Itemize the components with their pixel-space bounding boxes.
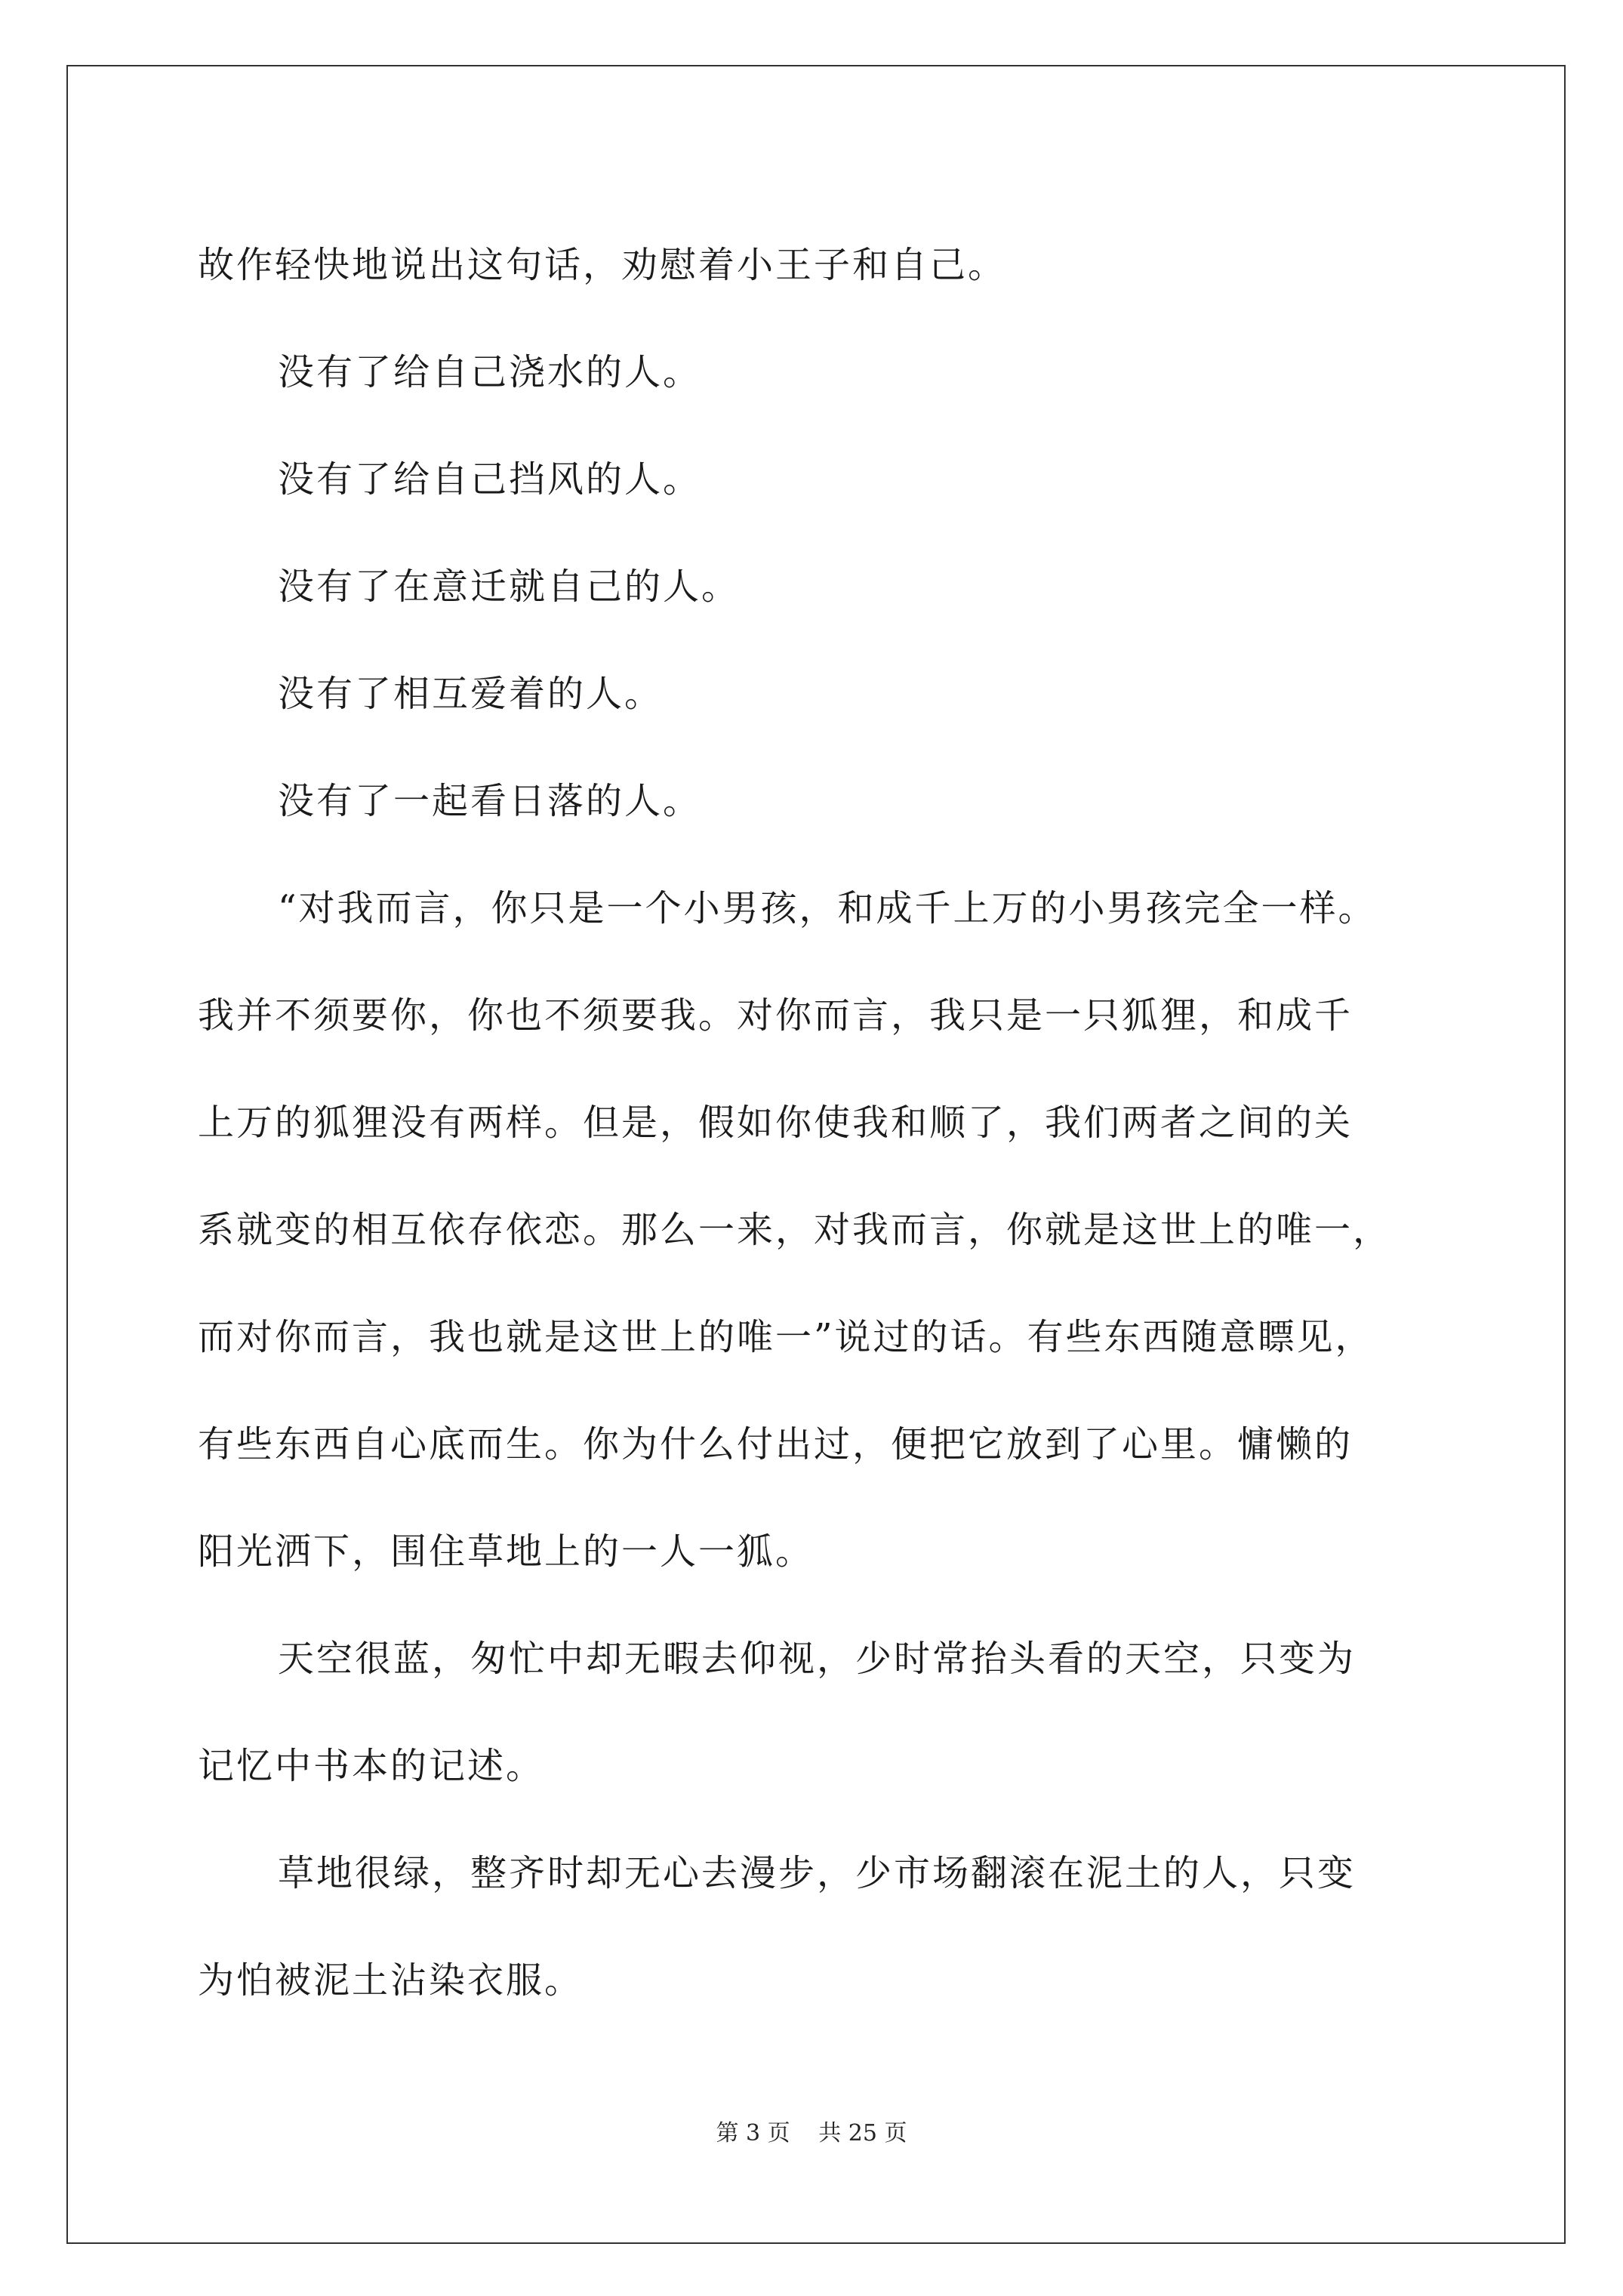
text-line: 没有了给自己挡风的人。 <box>278 458 702 501</box>
document-body <box>198 211 1433 2034</box>
text-line: 为怕被泥土沾染衣服。 <box>198 1959 584 2002</box>
text-line: 上万的狐狸没有两样。但是，假如你使我和顺了，我们两者之间的关 <box>198 1102 1354 1144</box>
text-line: 故作轻快地说出这句话，劝慰着小王子和自己。 <box>198 244 1007 286</box>
text-line: 没有了给自己浇水的人。 <box>278 351 702 393</box>
text-line: 而对你而言，我也就是这世上的唯一”说过的话。有些东西随意瞟见， <box>198 1316 1374 1358</box>
page-number: 第 3 页 <box>716 2120 790 2147</box>
page-footer <box>0 2119 1623 2149</box>
text-line: 没有了在意迁就自己的人。 <box>278 566 741 608</box>
text-line: 没有了相互爱着的人。 <box>278 673 664 715</box>
text-line: 天空很蓝，匆忙中却无暇去仰视，少时常抬头看的天空，只变为 <box>278 1638 1357 1680</box>
page-total: 共 25 页 <box>818 2120 907 2147</box>
text-line: 没有了一起看日落的人。 <box>278 780 702 822</box>
text-line: 系就变的相互依存依恋。那么一来，对我而言，你就是这世上的唯一， <box>198 1209 1392 1251</box>
text-line: 草地很绿，整齐时却无心去漫步，少市场翻滚在泥土的人，只变 <box>278 1852 1357 1894</box>
text-line: 阳光洒下，围住草地上的一人一狐。 <box>198 1530 815 1573</box>
text-line: “对我而言，你只是一个小男孩，和成千上万的小男孩完全一样。 <box>278 887 1377 929</box>
text-line: 有些东西自心底而生。你为什么付出过，便把它放到了心里。慵懒的 <box>198 1423 1354 1465</box>
text-line: 我并不须要你，你也不须要我。对你而言，我只是一只狐狸，和成千 <box>198 994 1354 1037</box>
text-line: 记忆中书本的记述。 <box>198 1745 545 1787</box>
